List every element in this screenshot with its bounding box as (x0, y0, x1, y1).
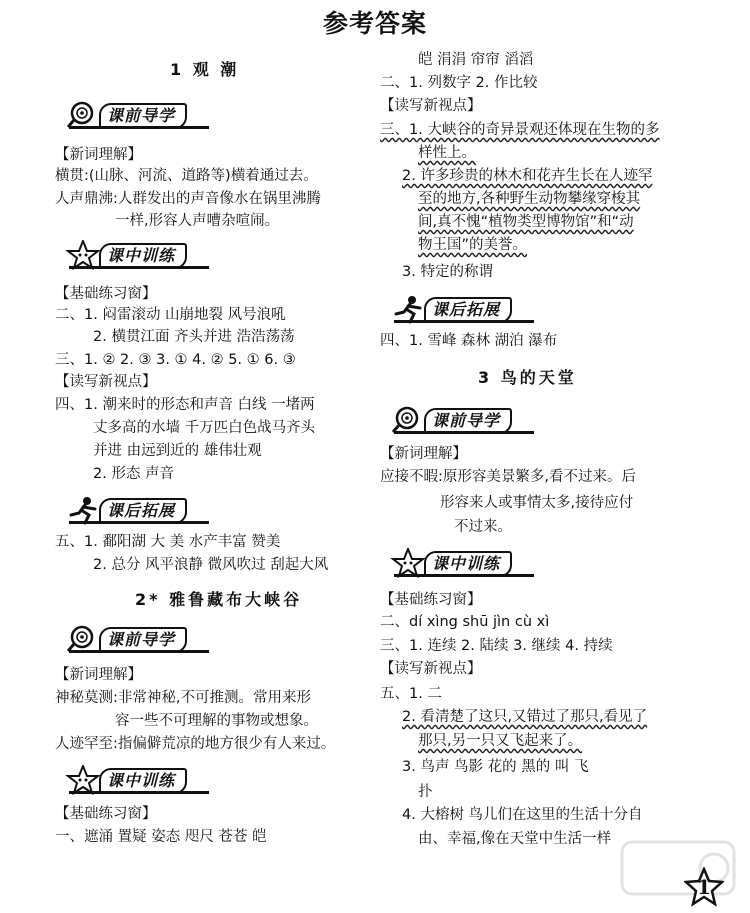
highlighted-text: 物王国”的美誉。 (418, 237, 528, 253)
banner-label: 课后拓展 (424, 297, 512, 323)
text-line: 三、1. 连续 2. 陆续 3. 继续 4. 持续 (380, 638, 613, 654)
banner-underline (69, 791, 209, 794)
section-read: 【读写新视点】 (380, 661, 482, 677)
banner-after-class (65, 495, 215, 525)
highlighted-text: 至的地方,各种野生动物攀缘穿梭其 (418, 191, 641, 207)
banner-after-class (390, 294, 540, 324)
text-line: 2. 总分 风平浪静 微风吹过 刮起大风 (93, 557, 329, 573)
text-line: 四、1. 雪峰 森林 湖泊 瀑布 (380, 333, 558, 349)
highlighted-text: 三、1. 大峡谷的奇异景观还体现在生物的多 (380, 122, 660, 138)
text-line (418, 235, 527, 255)
text-line: 并进 由远到近的 雄伟壮观 (93, 443, 262, 459)
text-line: 横贯:(山脉、河流、道路等)横着通过去。 (55, 168, 318, 184)
highlighted-text: 那只,另一只又飞起来了。 (418, 733, 583, 749)
section-vocab: 【新词理解】 (55, 147, 142, 163)
banner-label: 课中训练 (424, 551, 512, 577)
section-read: 【读写新视点】 (55, 374, 157, 390)
text-line: 人声鼎沸:人群发出的声音像水在锅里沸腾 (55, 191, 321, 207)
text-line: 人迹罕至:指偏僻荒凉的地方很少有人来过。 (55, 736, 336, 752)
page-title: 参考答案 (322, 9, 427, 38)
banner-underline (394, 431, 534, 434)
text-line: 一、遮涌 置疑 姿态 咫尺 苍苍 皑 (55, 829, 267, 845)
text-line: 2. 横贯江面 齐头并进 浩浩荡荡 (93, 329, 295, 345)
text-line: 二、1. 闷雷滚动 山崩地裂 风号浪吼 (55, 307, 286, 323)
section-vocab: 【新词理解】 (55, 667, 142, 683)
text-line: 二、1. 列数字 2. 作比较 (380, 75, 538, 91)
section-read: 【读写新视点】 (380, 98, 482, 114)
section-vocab: 【新词理解】 (380, 446, 467, 462)
section-basic: 【基础练习窗】 (55, 286, 157, 302)
section-basic: 【基础练习窗】 (55, 806, 157, 822)
text-line (418, 731, 582, 751)
text-line (418, 189, 640, 209)
text-line: 由、幸福,像在天堂中生活一样 (418, 831, 612, 847)
banner-in-class-3 (390, 548, 540, 578)
text-line: 二、dí xìng shū jìn cù xì (380, 614, 550, 630)
lesson-2-title: 2* 雅鲁藏布大峡谷 (135, 590, 303, 609)
banner-underline (69, 521, 209, 524)
banner-underline (69, 650, 209, 653)
text-line: 扑 (418, 784, 433, 800)
text-line: 3. 鸟声 鸟影 花的 黑的 叫 飞 (402, 759, 589, 775)
banner-in-class-2 (65, 765, 215, 795)
banner-label: 课中训练 (99, 243, 187, 269)
text-line: 容一些不可理解的事物或想象。 (115, 713, 318, 729)
text-line: 五、1. 二 (380, 686, 442, 702)
text-line (402, 166, 652, 186)
text-line (418, 212, 634, 232)
text-line: 五、1. 鄱阳湖 大 美 水产丰富 赞美 (55, 534, 281, 550)
text-line (402, 707, 647, 727)
banner-pre-study (65, 100, 215, 130)
banner-label: 课后拓展 (99, 498, 187, 524)
banner-label: 课中训练 (99, 768, 187, 794)
text-line: 形容来人或事情太多,接待应付 (440, 495, 634, 511)
highlighted-text: 样性上。 (418, 145, 476, 161)
banner-pre-study-3 (390, 405, 540, 435)
banner-underline (69, 126, 209, 129)
banner-underline (394, 320, 534, 323)
highlighted-text: 2. 许多珍贵的林木和花卉生长在人迹罕 (402, 168, 653, 184)
banner-pre-study-2 (65, 624, 215, 654)
banner-underline (69, 266, 209, 269)
banner-in-class (65, 240, 215, 270)
banner-label: 课前导学 (424, 408, 512, 434)
section-basic: 【基础练习窗】 (380, 592, 482, 608)
banner-label: 课前导学 (99, 627, 187, 653)
highlighted-text: 间,真不愧“植物类型博物馆”和“动 (418, 214, 634, 230)
text-line: 丈多高的水墙 千万匹白色战马齐头 (93, 420, 316, 436)
text-line: 2. 形态 声音 (93, 466, 175, 482)
text-line: 一样,形容人声嘈杂喧闹。 (115, 213, 280, 229)
text-line: 四、1. 潮来时的形态和声音 白线 一堵两 (55, 397, 315, 413)
text-line: 三、1. ② 2. ③ 3. ① 4. ② 5. ① 6. ③ (55, 352, 296, 368)
banner-label: 课前导学 (99, 103, 187, 129)
text-line: 神秘莫测:非常神秘,不可推测。常用来形 (55, 690, 311, 706)
page-number (684, 867, 724, 907)
text-line (380, 120, 659, 140)
lesson-3-title: 3 鸟的天堂 (478, 368, 577, 387)
text-line: 3. 特定的称谓 (402, 264, 493, 280)
lesson-1-title: 1 观 潮 (170, 60, 240, 79)
text-line: 不过来。 (454, 519, 512, 535)
highlighted-text: 2. 看清楚了这只,又错过了那只,看见了 (402, 709, 648, 725)
text-line: 皑 涓涓 帘帘 滔滔 (418, 52, 534, 68)
banner-underline (394, 574, 534, 577)
text-line (418, 143, 476, 163)
page-number-text: 1 (697, 875, 711, 899)
text-line: 4. 大榕树 鸟儿们在这里的生活十分自 (402, 807, 643, 823)
text-line: 应接不暇:原形容美景繁多,看不过来。后 (380, 469, 636, 485)
